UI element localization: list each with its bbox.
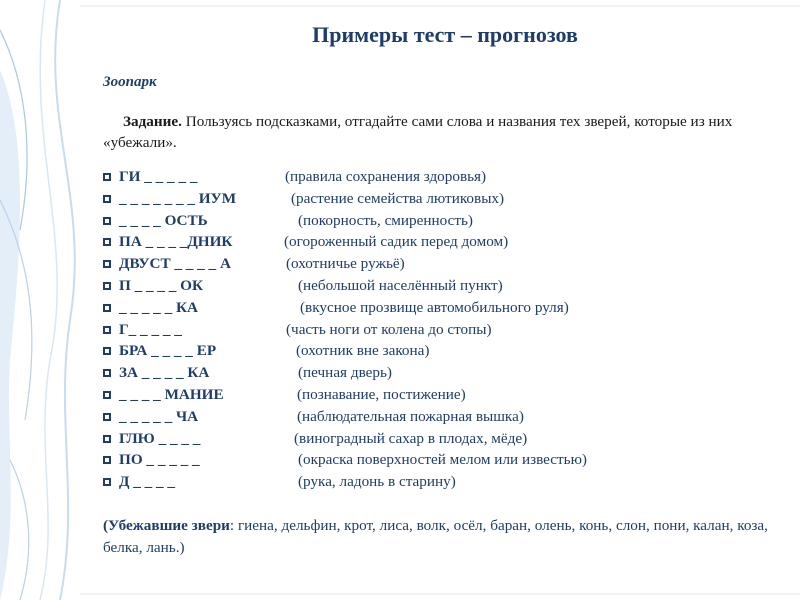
subtitle: Зоопарк bbox=[103, 74, 157, 90]
puzzle-hint: (рука, ладонь в старину) bbox=[298, 473, 456, 491]
list-item bbox=[103, 471, 793, 493]
puzzle-word: _ _ _ _ МАНИЕ bbox=[119, 385, 224, 403]
puzzle-word: _ _ _ _ ОСТЬ bbox=[119, 211, 208, 229]
puzzle-word: П _ _ _ _ ОК bbox=[119, 276, 203, 294]
list-item bbox=[103, 297, 793, 319]
puzzle-hint: (вкусное прозвище автомобильного руля) bbox=[300, 298, 569, 316]
square-bullet-icon bbox=[103, 478, 111, 486]
puzzle-word: Г_ _ _ _ _ bbox=[119, 320, 182, 338]
list-item bbox=[103, 275, 793, 297]
decor-wave-3 bbox=[40, 0, 57, 600]
list-item bbox=[103, 384, 793, 406]
puzzle-word: ГЛЮ _ _ _ _ bbox=[119, 429, 201, 447]
list-item bbox=[103, 253, 793, 275]
puzzle-hint: (познавание, постижение) bbox=[297, 385, 466, 403]
square-bullet-icon bbox=[103, 282, 111, 290]
puzzle-hint: (охотничье ружьё) bbox=[286, 255, 405, 273]
list-item bbox=[103, 449, 793, 471]
square-bullet-icon bbox=[103, 304, 111, 312]
square-bullet-icon bbox=[103, 195, 111, 203]
square-bullet-icon bbox=[103, 391, 111, 399]
list-item bbox=[103, 428, 793, 450]
square-bullet-icon bbox=[103, 435, 111, 443]
puzzle-list bbox=[103, 166, 793, 493]
list-item bbox=[103, 340, 793, 362]
square-bullet-icon bbox=[103, 173, 111, 181]
list-item bbox=[103, 166, 793, 188]
answers-paragraph bbox=[103, 515, 793, 559]
square-bullet-icon bbox=[103, 217, 111, 225]
list-item bbox=[103, 210, 793, 232]
square-bullet-icon bbox=[103, 369, 111, 377]
puzzle-hint: (огороженный садик перед домом) bbox=[284, 233, 509, 251]
puzzle-hint: (часть ноги от колена до стопы) bbox=[286, 320, 492, 338]
puzzle-hint: (виноградный сахар в плодах, мёде) bbox=[294, 429, 528, 447]
answers-text: : гиена, дельфин, крот, лиса, волк, осёл, баран, олень, конь, слон, пони, калан, коза, белка, лань.) bbox=[103, 516, 768, 556]
puzzle-word: ГИ _ _ _ _ _ bbox=[119, 168, 198, 185]
list-item bbox=[103, 319, 793, 341]
puzzle-word: ПА _ _ _ _ДНИК bbox=[119, 233, 233, 251]
puzzle-hint: (растение семейства лютиковых) bbox=[291, 189, 505, 207]
decor-wave-1 bbox=[0, 70, 20, 600]
puzzle-word: Д _ _ _ _ bbox=[119, 473, 176, 491]
page-title: Примеры тест – прогнозов bbox=[312, 22, 578, 47]
puzzle-hint: (печная дверь) bbox=[298, 364, 392, 382]
answers-label: (Убежавшие звери bbox=[103, 516, 230, 534]
square-bullet-icon bbox=[103, 413, 111, 421]
task-text: Пользуясь подсказками, отгадайте сами слова и названия тех зверей, которые из них «убежали». bbox=[103, 113, 733, 151]
puzzle-word: ЗА _ _ _ _ КА bbox=[119, 364, 210, 382]
puzzle-word: _ _ _ _ _ ЧА bbox=[119, 407, 199, 425]
puzzle-word: _ _ _ _ _ _ _ ИУМ bbox=[119, 189, 237, 207]
decor-wave-2 bbox=[55, 0, 75, 600]
list-item bbox=[103, 231, 793, 253]
list-item bbox=[103, 362, 793, 384]
puzzle-hint: (небольшой населённый пункт) bbox=[298, 276, 503, 294]
task-label: Задание. bbox=[123, 113, 182, 130]
list-item bbox=[103, 406, 793, 428]
puzzle-word: ПО _ _ _ _ _ bbox=[119, 451, 200, 469]
square-bullet-icon bbox=[103, 238, 111, 246]
square-bullet-icon bbox=[103, 260, 111, 268]
square-bullet-icon bbox=[103, 456, 111, 464]
square-bullet-icon bbox=[103, 347, 111, 355]
puzzle-word: _ _ _ _ _ КА bbox=[119, 298, 198, 316]
puzzle-hint: (наблюдательная пожарная вышка) bbox=[297, 407, 524, 425]
list-item bbox=[103, 188, 793, 210]
puzzle-word: ДВУСТ _ _ _ _ А bbox=[119, 255, 231, 273]
task-paragraph bbox=[103, 111, 793, 153]
puzzle-hint: (правила сохранения здоровья) bbox=[285, 168, 487, 185]
puzzle-hint: (охотник вне закона) bbox=[296, 342, 430, 360]
puzzle-word: БРА _ _ _ _ ЕР bbox=[119, 342, 217, 360]
decor-wave-6 bbox=[10, 460, 29, 600]
square-bullet-icon bbox=[103, 326, 111, 334]
puzzle-hint: (покорность, смиренность) bbox=[298, 211, 473, 229]
document-body bbox=[103, 74, 793, 559]
puzzle-hint: (окраска поверхностей мелом или известью) bbox=[298, 451, 587, 469]
